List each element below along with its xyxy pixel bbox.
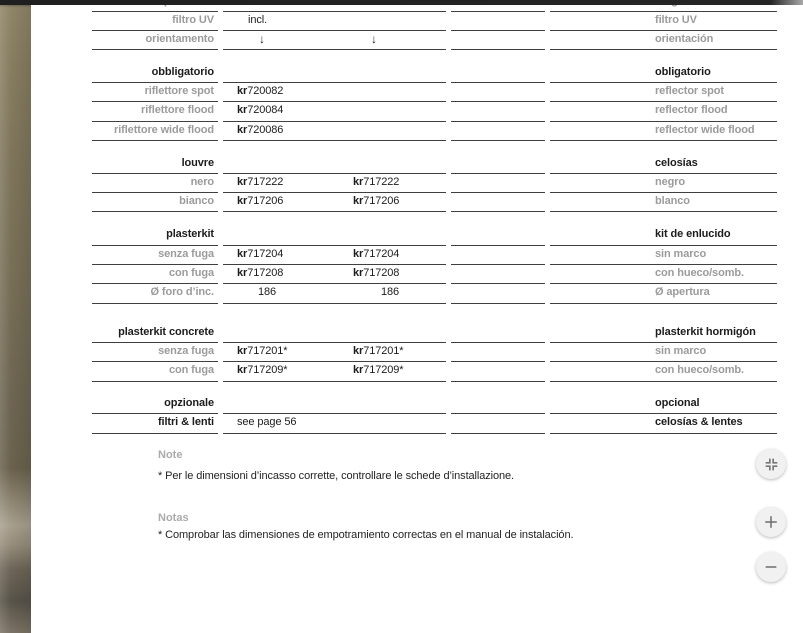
code-prefix: kr <box>237 344 248 357</box>
label-es: celosías <box>550 155 777 174</box>
note-title-it: Note <box>158 449 183 461</box>
label-es: reflector flood <box>550 102 777 121</box>
code-number: 717208 <box>363 267 400 280</box>
code-number: incl. <box>248 13 268 26</box>
empty-cell <box>451 155 545 174</box>
code-prefix: kr <box>353 364 364 377</box>
zoom-in-button[interactable] <box>756 507 786 537</box>
section-header-row <box>92 395 777 414</box>
table-row <box>92 83 777 102</box>
label-it: obbligatorio <box>92 64 218 83</box>
value-1 <box>237 246 283 263</box>
value-1 <box>237 102 283 119</box>
label-it: senza fuga <box>92 343 218 362</box>
code-prefix: kr <box>353 175 364 188</box>
minus-icon <box>763 559 779 575</box>
value-1 <box>258 284 276 301</box>
empty-cell <box>451 64 545 83</box>
code-number: 717201* <box>363 344 404 357</box>
label-es: reflector spot <box>550 83 777 102</box>
table-row <box>92 265 777 284</box>
label-it: riflettore spot <box>92 83 218 102</box>
value-1 <box>237 193 283 210</box>
section-spacer <box>92 50 777 64</box>
empty-cell <box>451 343 545 362</box>
value-1 <box>259 31 265 48</box>
table-row <box>92 31 777 50</box>
label-es: con hueco/somb. <box>550 362 777 381</box>
table-row <box>92 193 777 212</box>
value-cell <box>223 64 446 83</box>
code-prefix: kr <box>237 123 248 136</box>
table-row <box>92 174 777 193</box>
code-prefix: kr <box>237 267 248 280</box>
empty-cell <box>451 102 545 121</box>
top-dark-bar <box>0 0 803 5</box>
empty-cell <box>451 12 545 31</box>
value-cell <box>223 122 446 141</box>
code-number: 717204 <box>363 247 400 260</box>
code-number: 186 <box>381 286 400 299</box>
label-it: Ø foro d’inc. <box>92 284 218 303</box>
table-row <box>92 414 777 433</box>
code-prefix: kr <box>237 85 248 98</box>
code-prefix: kr <box>237 175 248 188</box>
section-spacer <box>92 304 777 324</box>
label-it: louvre <box>92 155 218 174</box>
section-header-row <box>92 155 777 174</box>
zoom-out-button[interactable] <box>756 552 786 582</box>
code-prefix: kr <box>353 344 364 357</box>
value-2 <box>371 31 377 48</box>
empty-cell <box>451 246 545 265</box>
value-1 <box>237 414 296 431</box>
code-number: 717204 <box>247 247 284 260</box>
value-2 <box>353 246 399 263</box>
label-es: sin marco <box>550 246 777 265</box>
value-2 <box>381 284 399 301</box>
value-1 <box>237 265 283 282</box>
empty-cell <box>451 362 545 381</box>
value-cell <box>223 31 446 50</box>
label-es: kit de enlucido <box>550 226 777 245</box>
label-it: senza fuga <box>92 246 218 265</box>
empty-cell <box>451 193 545 212</box>
value-2 <box>353 362 404 379</box>
label-it: orientamento <box>92 31 218 50</box>
section-header-row <box>92 64 777 83</box>
label-es: obligatorio <box>550 64 777 83</box>
label-it: filtro UV <box>92 12 218 31</box>
table-row <box>92 122 777 141</box>
label-es: sin marco <box>550 343 777 362</box>
value-1 <box>237 343 288 360</box>
value-cell <box>223 226 446 245</box>
label-es: con hueco/somb. <box>550 265 777 284</box>
label-es: Ø apertura <box>550 284 777 303</box>
label-it: plasterkit <box>92 226 218 245</box>
code-prefix: kr <box>353 267 364 280</box>
code-number: 717222 <box>363 175 400 188</box>
value-cell <box>223 12 446 31</box>
code-number: 717208 <box>247 267 284 280</box>
note-title-es: Notas <box>158 512 189 524</box>
section-header-row <box>92 324 777 343</box>
label-it: filtri & lenti <box>92 414 218 433</box>
value-1 <box>237 174 283 191</box>
value-2 <box>353 193 399 210</box>
label-it: plasterkit concrete <box>92 324 218 343</box>
table-row <box>92 284 777 303</box>
value-1 <box>237 362 288 379</box>
label-it: opzionale <box>92 395 218 414</box>
note-body-it: * Per le dimensioni d’incasso corrette, controllare le schede d’installazione. <box>158 470 515 482</box>
fit-to-screen-button[interactable] <box>756 449 786 479</box>
label-es: negro <box>550 174 777 193</box>
table-row <box>92 102 777 121</box>
adjacent-page-photo-strip <box>0 0 31 633</box>
empty-cell <box>451 83 545 102</box>
section-spacer <box>92 141 777 155</box>
label-it: riflettore flood <box>92 102 218 121</box>
value-2 <box>353 174 399 191</box>
value-2 <box>353 265 399 282</box>
code-number: see page 56 <box>237 416 297 429</box>
spec-table <box>92 0 777 434</box>
code-prefix: kr <box>237 364 248 377</box>
value-cell <box>223 395 446 414</box>
label-es: blanco <box>550 193 777 212</box>
code-number: ↓ <box>259 32 265 47</box>
section-header-row <box>92 226 777 245</box>
empty-cell <box>451 31 545 50</box>
code-number: 720084 <box>247 104 284 117</box>
empty-cell <box>451 395 545 414</box>
empty-cell <box>451 226 545 245</box>
value-cell <box>223 324 446 343</box>
label-it: nero <box>92 174 218 193</box>
code-prefix: kr <box>237 247 248 260</box>
label-es: orientación <box>550 31 777 50</box>
label-es: reflector wide flood <box>550 122 777 141</box>
label-es: plasterkit hormigón <box>550 324 777 343</box>
empty-cell <box>451 324 545 343</box>
value-cell <box>223 155 446 174</box>
empty-cell <box>451 265 545 284</box>
value-cell <box>223 102 446 121</box>
label-it: bianco <box>92 193 218 212</box>
value-cell <box>223 246 446 265</box>
code-number: 720082 <box>247 85 284 98</box>
code-number: 717222 <box>247 175 284 188</box>
value-cell <box>223 174 446 193</box>
empty-cell <box>451 122 545 141</box>
label-es: filtro UV <box>550 12 777 31</box>
code-prefix: kr <box>237 195 248 208</box>
value-cell <box>223 284 446 303</box>
table-row <box>92 12 777 31</box>
value-cell <box>223 414 446 433</box>
plus-icon <box>763 514 779 530</box>
table-row <box>92 362 777 381</box>
value-cell <box>223 362 446 381</box>
value-cell <box>223 83 446 102</box>
label-it: riflettore wide flood <box>92 122 218 141</box>
label-it: con fuga <box>92 362 218 381</box>
note-body-es: * Comprobar las dimensiones de empotramiento correctas en el manual de instalación. <box>158 529 574 541</box>
code-number: ↓ <box>371 32 377 47</box>
table-row <box>92 343 777 362</box>
code-number: 717201* <box>247 344 288 357</box>
label-it: con fuga <box>92 265 218 284</box>
code-number: 717209* <box>363 364 404 377</box>
collapse-icon <box>764 457 779 472</box>
empty-cell <box>451 284 545 303</box>
value-1 <box>237 122 283 139</box>
code-number: 186 <box>258 286 277 299</box>
value-cell <box>223 265 446 284</box>
value-1 <box>237 83 283 100</box>
empty-cell <box>451 414 545 433</box>
value-2 <box>353 343 404 360</box>
section-spacer <box>92 382 777 396</box>
label-es: celosías & lentes <box>550 414 777 433</box>
code-number: 717209* <box>247 364 288 377</box>
value-1 <box>248 12 267 29</box>
code-number: 717206 <box>363 195 400 208</box>
code-number: 717206 <box>247 195 284 208</box>
code-prefix: kr <box>353 195 364 208</box>
code-prefix: kr <box>353 247 364 260</box>
code-prefix: kr <box>237 104 248 117</box>
code-number: 720086 <box>247 123 284 136</box>
table-row <box>92 246 777 265</box>
value-cell <box>223 343 446 362</box>
label-es: opcional <box>550 395 777 414</box>
section-spacer <box>92 212 777 226</box>
value-cell <box>223 193 446 212</box>
empty-cell <box>451 174 545 193</box>
